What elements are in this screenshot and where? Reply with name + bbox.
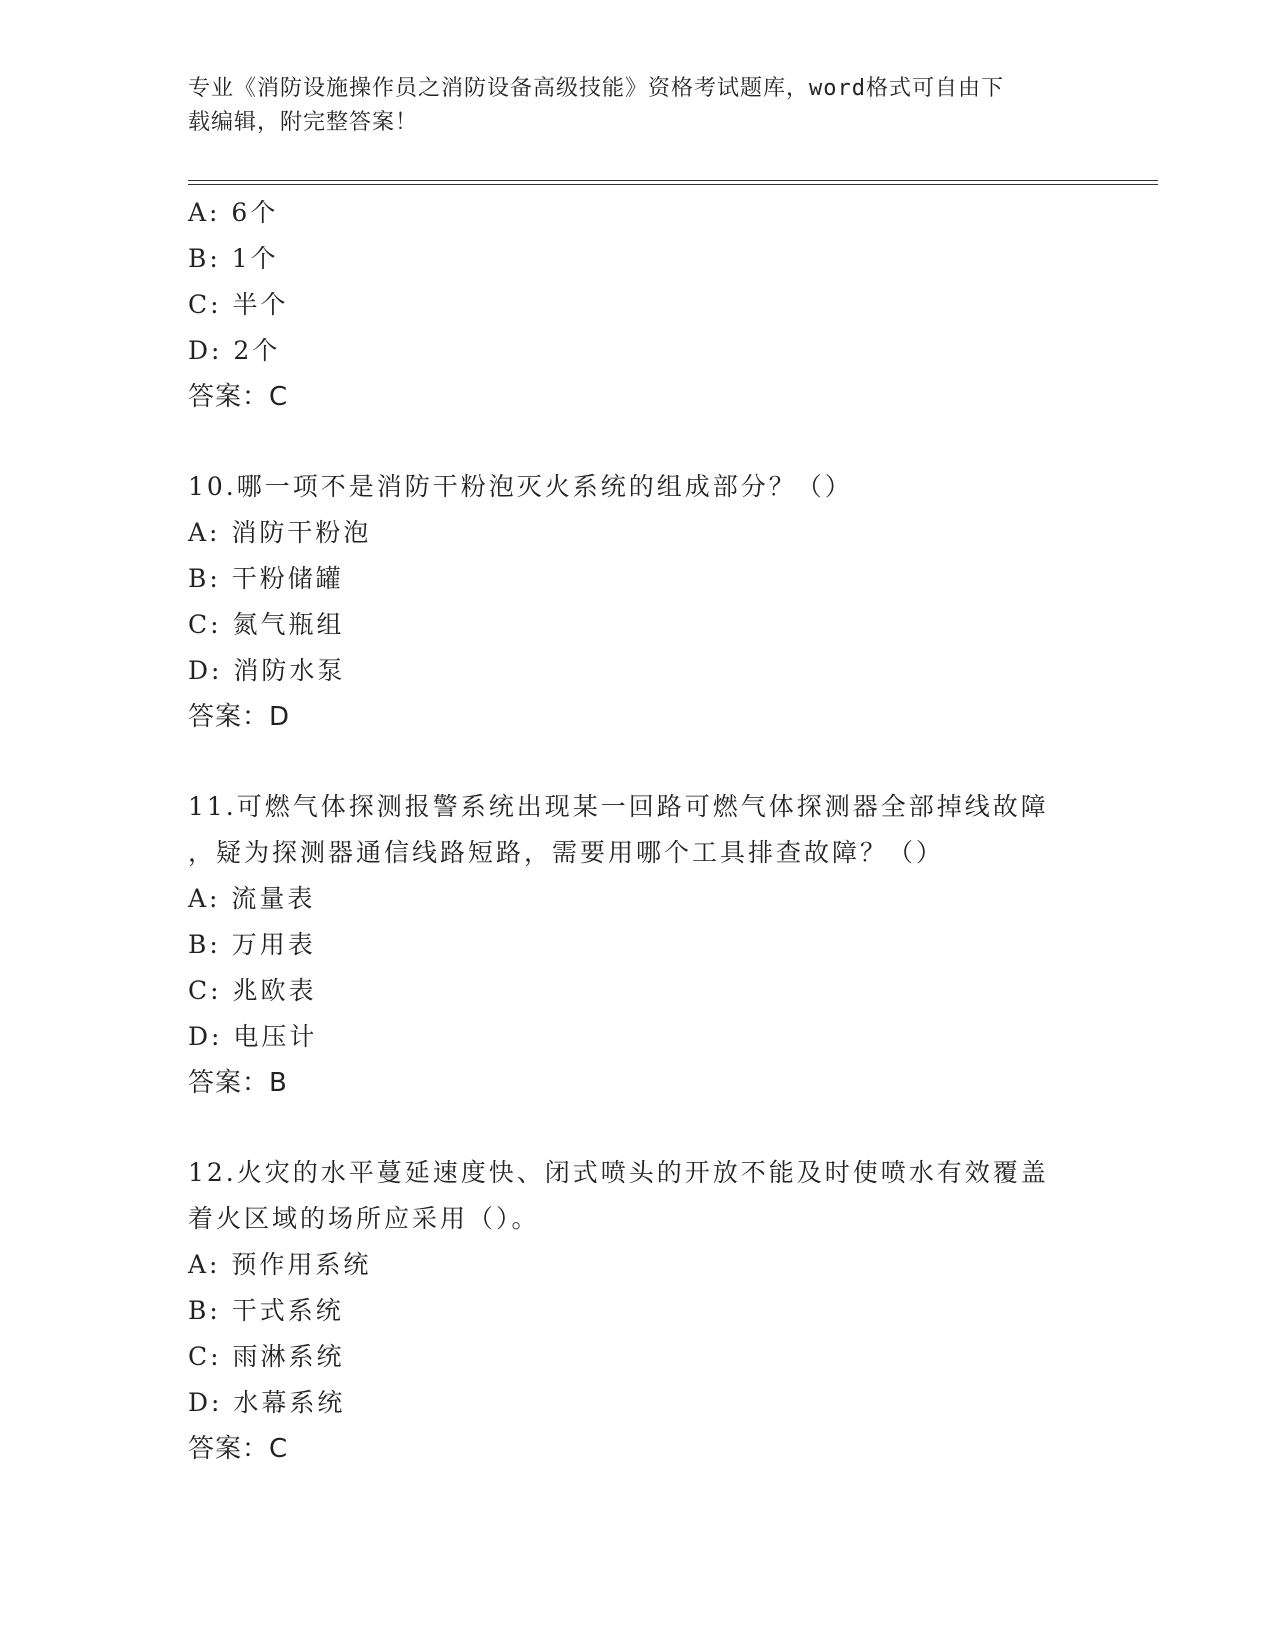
question-text-line-2: ，疑为探测器通信线路短路，需要用哪个工具排查故障？（） <box>188 838 945 867</box>
answer: 答案：D <box>188 702 291 732</box>
option-d: D: 水幕系统 <box>188 1388 346 1417</box>
question-text: 10.哪一项不是消防干粉泡灭火系统的组成部分？（） <box>188 472 853 501</box>
option-d: D: 2个 <box>188 336 281 365</box>
header-divider-bottom <box>188 184 1158 185</box>
option-d: D: 电压计 <box>188 1022 318 1051</box>
option-a: A: 消防干粉泡 <box>188 518 372 547</box>
option-b: B: 1个 <box>188 244 279 273</box>
option-c: C: 半个 <box>188 290 289 319</box>
option-c: C: 氮气瓶组 <box>188 610 345 639</box>
document-header <box>188 72 1088 140</box>
spacer <box>188 420 1088 464</box>
question-text-line-1: 12.火灾的水平蔓延速度快、闭式喷头的开放不能及时使喷水有效覆盖 <box>188 1158 1049 1187</box>
question-text-line-2: 着火区域的场所应采用（）。 <box>188 1204 540 1233</box>
option-c: C: 兆欧表 <box>188 976 317 1005</box>
answer: 答案：C <box>188 382 289 412</box>
answer: 答案：B <box>188 1068 288 1098</box>
option-b: B: 干式系统 <box>188 1296 344 1325</box>
question-list <box>188 190 1088 1472</box>
spacer <box>188 1106 1088 1150</box>
option-b: B: 干粉储罐 <box>188 564 344 593</box>
spacer <box>188 740 1088 784</box>
question-12 <box>188 1150 1088 1472</box>
option-a: A: 预作用系统 <box>188 1250 372 1279</box>
question-11 <box>188 784 1088 1106</box>
option-a: A: 6个 <box>188 198 279 227</box>
header-line-1: 专业《消防设施操作员之消防设备高级技能》资格考试题库，word格式可自由下 <box>188 76 1004 101</box>
option-b: B: 万用表 <box>188 930 316 959</box>
question-10 <box>188 464 1088 740</box>
answer: 答案：C <box>188 1434 289 1464</box>
header-line-2: 载编辑，附完整答案！ <box>188 110 419 135</box>
option-a: A: 流量表 <box>188 884 316 913</box>
header-divider-top <box>188 180 1158 181</box>
option-d: D: 消防水泵 <box>188 656 346 685</box>
question-text-line-1: 11.可燃气体探测报警系统出现某一回路可燃气体探测器全部掉线故障 <box>188 792 1049 821</box>
option-c: C: 雨淋系统 <box>188 1342 345 1371</box>
question-9 <box>188 190 1088 420</box>
